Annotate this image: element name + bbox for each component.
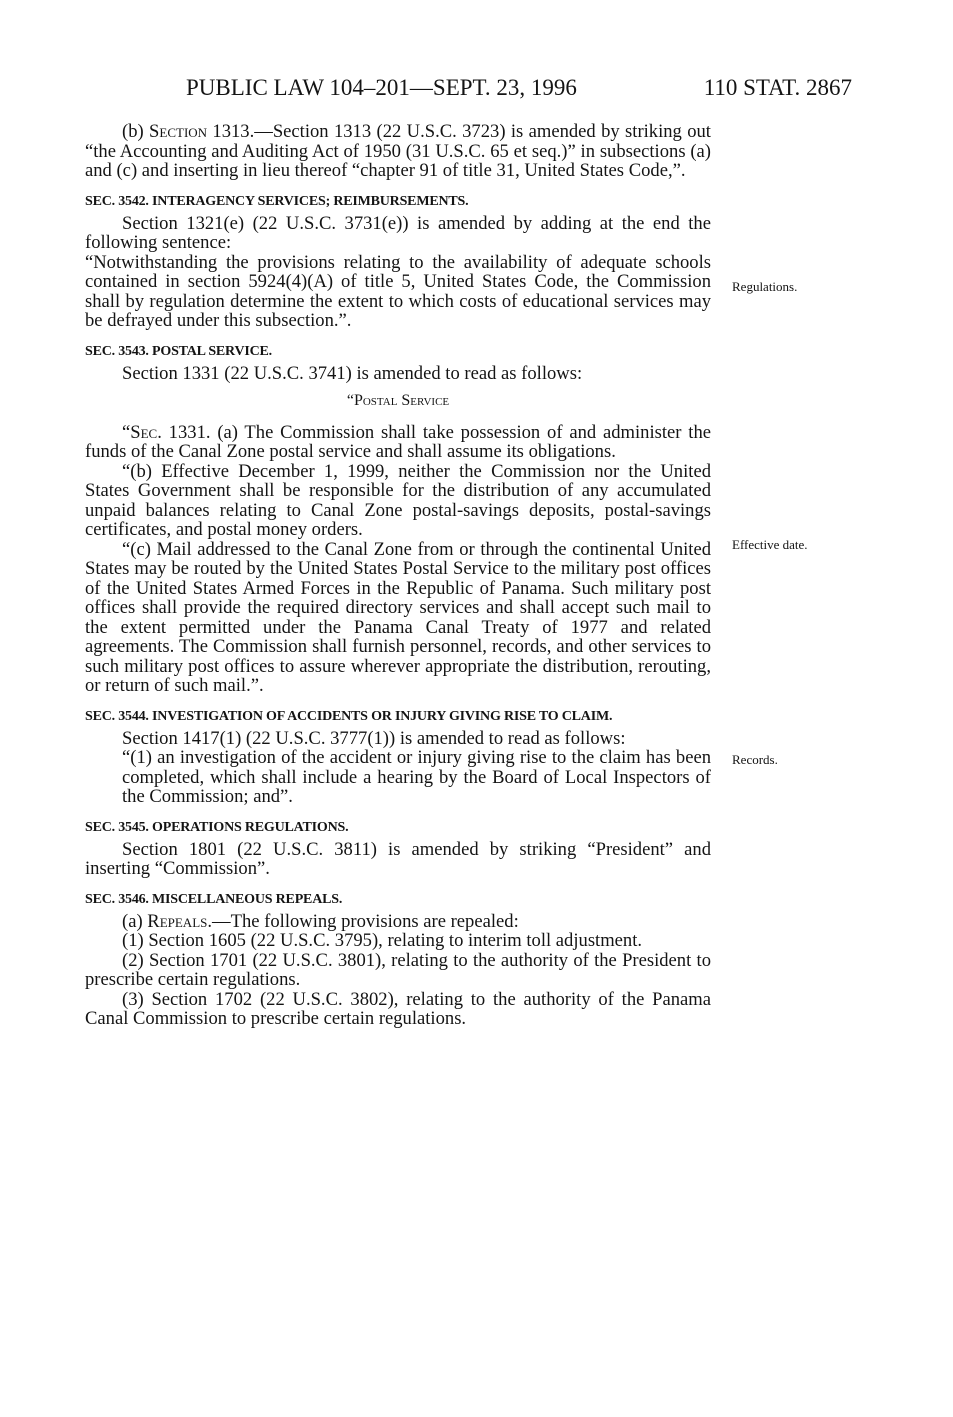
margin-note-regulations: Regulations.: [732, 279, 798, 294]
sec-3544-quoted-paragraph: “(1) an investigation of the accident or injury giving rise to the claim has been completed, which shall include a hearing by the Board of Local Inspectors of the Commission; and”.: [122, 747, 711, 807]
postal-service-title: “Postal Service: [346, 392, 450, 409]
sec-3546-heading: SEC. 3546. MISCELLANEOUS REPEALS.: [85, 891, 343, 907]
header-public-law: PUBLIC LAW 104–201—SEPT. 23, 1996: [186, 75, 577, 100]
sec-3542-para-1: Section 1321(e) (22 U.S.C. 3731(e)) is amended by adding at the end the following sentence:: [85, 212, 711, 253]
sec-3545-heading: SEC. 3545. OPERATIONS REGULATIONS.: [85, 819, 349, 835]
sec-3546-item-3: (3) Section 1702 (22 U.S.C. 3802), relating to the authority of the Panama Canal Commission to prescribe certain regulations.: [85, 988, 711, 1029]
page-header: [186, 74, 852, 102]
sec-3546-item-2: (2) Section 1701 (22 U.S.C. 3801), relating to the authority of the President to prescribe certain regulations.: [85, 949, 711, 990]
sec-3544-para-1: Section 1417(1) (22 U.S.C. 3777(1)) is amended to read as follows:: [122, 727, 626, 749]
sec-3546-subsection-a: (a) Repeals.—The following provisions are repealed:: [122, 910, 519, 932]
header-stat-page: 110 STAT. 2867: [703, 75, 852, 100]
margin-note-effective-date: Effective date.: [732, 537, 808, 552]
sec-3543-para-1: Section 1331 (22 U.S.C. 3741) is amended to read as follows:: [122, 362, 583, 384]
sec-1331-subsection-c: “(c) Mail addressed to the Canal Zone from or through the continental United States may be routed by the United States Postal Service to the military post offices of the United States Armed Forces in the Republic of Panama. Such military post offices shall provide the required directory services and shall accept such mail to the extent permitted under the Panama Canal Treaty of 1977 and related agreements. The Commission shall furnish personnel, records, and other services to such military post offices to assure wherever appropriate the distribution, rerouting, or return of such mail.”.: [85, 538, 711, 696]
sec-3544-heading: SEC. 3544. INVESTIGATION OF ACCIDENTS OR INJURY GIVING RISE TO CLAIM.: [85, 708, 613, 724]
sec-3542-quoted-sentence: “Notwithstanding the provisions relating to the availability of adequate schools contained in section 5924(4)(A) of title 5, United States Code, the Commission shall by regulation determine the extent to which costs of educational services may be defrayed under this subsection.”.: [85, 251, 711, 331]
sec-1331-subsection-b: “(b) Effective December 1, 1999, neither the Commission nor the United States Government shall be responsible for the distribution of any accumulated unpaid balances relating to Canal Zone postal-savings deposits, postal-savings certificates, and postal money orders.: [85, 460, 711, 540]
sec-3545-para-1: Section 1801 (22 U.S.C. 3811) is amended by striking “President” and inserting “Commission”.: [85, 838, 711, 879]
sec-3546-item-1: (1) Section 1605 (22 U.S.C. 3795), relating to interim toll adjustment.: [122, 930, 643, 951]
section-1313-paragraph: (b) Section 1313.—Section 1313 (22 U.S.C. 3723) is amended by striking out “the Accounting and Auditing Act of 1950 (31 U.S.C. 65 et seq.)” in subsections (a) and (c) and inserting in lieu thereof “chapter 91 of title 31, United States Code,”.: [85, 121, 711, 181]
section-1313-heading: Section 1313: [149, 121, 250, 142]
document-body: [85, 122, 711, 1029]
sec-1331-subsection-a: “Sec. 1331. (a) The Commission shall take possession of and administer the funds of the Canal Zone postal service and shall assume its obligations.: [85, 421, 711, 462]
sec-3543-heading: SEC. 3543. POSTAL SERVICE.: [85, 343, 272, 359]
sec-3542-heading: SEC. 3542. INTERAGENCY SERVICES; REIMBURSEMENTS.: [85, 193, 469, 209]
margin-note-records: Records.: [732, 752, 778, 767]
